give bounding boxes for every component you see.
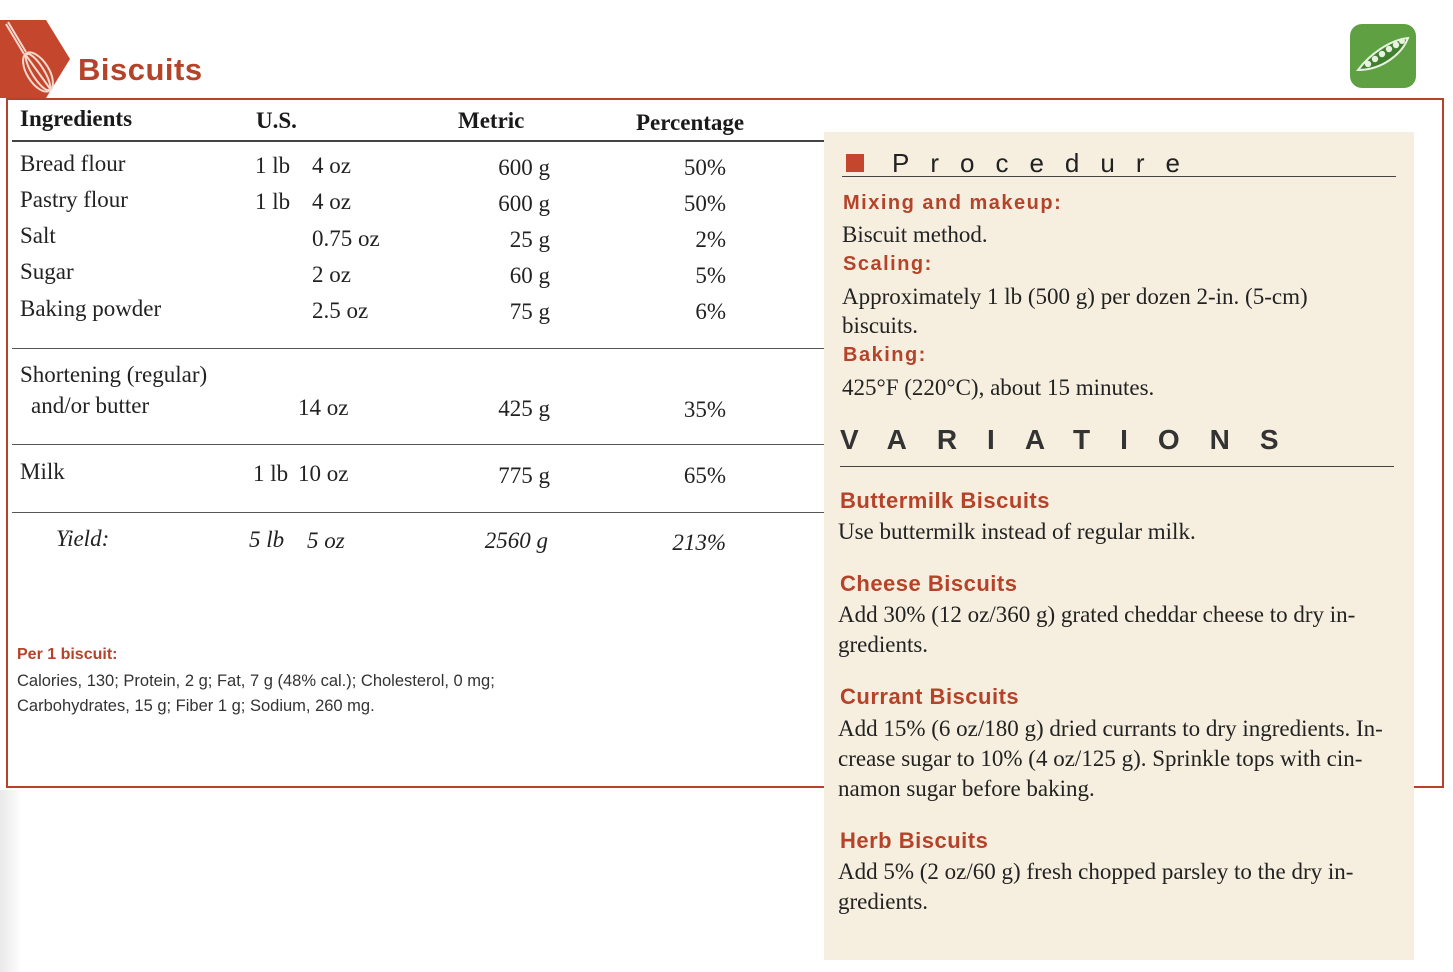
us-oz: 10 oz [298,461,349,486]
table-divider [12,512,824,513]
us-oz: 14 oz [298,395,349,420]
variation-name: Buttermilk Biscuits [840,488,1050,513]
ingredient-name-line2: and/or butter [31,393,150,418]
table-divider [12,348,824,349]
variation-text: Add 30% (12 oz/360 g) grated cheddar cheese to dry in- gredients. [838,602,1356,657]
procedure-title: Procedure [892,148,1201,178]
mixing-label: Mixing and makeup: [843,192,1063,214]
page-title: Biscuits [78,52,203,87]
variation-text: Add 5% (2 oz/60 g) fresh chopped parsley to the dry in- gredients. [838,859,1354,914]
yield-label: Yield: [56,526,110,551]
us-oz: 4 oz [312,189,351,214]
baking-text: 425°F (220°C), about 15 minutes. [842,375,1155,400]
percentage-value: 65% [683,463,726,488]
yield-us-oz: 5 oz [307,528,345,553]
variation-name: Currant Biscuits [840,684,1020,709]
metric-value: 60 g [509,263,550,288]
ingredient-name: Milk [20,459,65,484]
ingredient-name: Bread flour [20,151,126,176]
us-lb: 1 lb [255,153,291,178]
us-lb: 1 lb [255,189,291,214]
metric-value: 425 g [498,396,550,421]
header-ingredients: Ingredients [20,106,133,131]
metric-value: 25 g [509,227,550,252]
scaling-text: Approximately 1 lb (500 g) per dozen 2-in. (5-cm) biscuits. [842,284,1308,338]
variations-rule [840,466,1394,467]
metric-value: 775 g [498,463,550,488]
yield-metric: 2560 g [484,528,548,553]
percentage-value: 5% [695,263,726,288]
ingredient-name: Salt [20,223,56,248]
whisk-icon [0,20,70,98]
yield-us-lb: 5 lb [249,527,285,552]
ingredient-name: Shortening (regular) [20,362,208,387]
variations-title: VARIATIONS [840,424,1309,455]
yield-percentage: 213% [672,530,726,555]
percentage-value: 50% [683,191,726,216]
header-percentage: Percentage [636,110,745,135]
header-rule [12,140,824,142]
baking-label: Baking: [843,344,927,366]
procedure-rule [842,176,1396,177]
metric-value: 75 g [509,299,550,324]
nutrition-title: Per 1 biscuit: [17,646,118,663]
percentage-value: 50% [683,155,726,180]
us-oz: 4 oz [312,153,351,178]
ingredient-name: Baking powder [20,296,162,321]
variation-name: Cheese Biscuits [840,571,1018,596]
us-oz: 0.75 oz [312,226,380,251]
percentage-value: 35% [683,397,726,422]
metric-value: 600 g [498,191,550,216]
header-metric: Metric [458,108,525,133]
percentage-value: 2% [695,227,726,252]
header-us: U.S. [256,108,297,133]
percentage-value: 6% [695,299,726,324]
us-lb: 1 lb [253,461,289,486]
scaling-label: Scaling: [843,253,933,275]
ingredient-name: Sugar [20,259,74,284]
metric-value: 600 g [498,155,550,180]
variation-name: Herb Biscuits [840,828,989,853]
us-oz: 2.5 oz [312,298,369,323]
square-bullet-icon [846,154,864,172]
mixing-text: Biscuit method. [842,222,988,247]
us-oz: 2 oz [312,262,351,287]
nutrition-line: Carbohydrates, 15 g; Fiber 1 g; Sodium, 260 mg. [17,697,375,715]
ingredient-name: Pastry flour [20,187,128,212]
nutrition-line: Calories, 130; Protein, 2 g; Fat, 7 g (48% cal.); Cholesterol, 0 mg; [17,672,495,690]
page-edge-shadow [0,790,22,972]
table-divider [12,444,824,445]
variation-text: Use buttermilk instead of regular milk. [838,519,1196,544]
pea-pod-icon [1350,24,1416,88]
variation-text: Add 15% (6 oz/180 g) dried currants to dry ingredients. In- crease sugar to 10% (4 oz/125 g). Sprinkle tops with cin- namon sugar before baking. [838,716,1383,801]
